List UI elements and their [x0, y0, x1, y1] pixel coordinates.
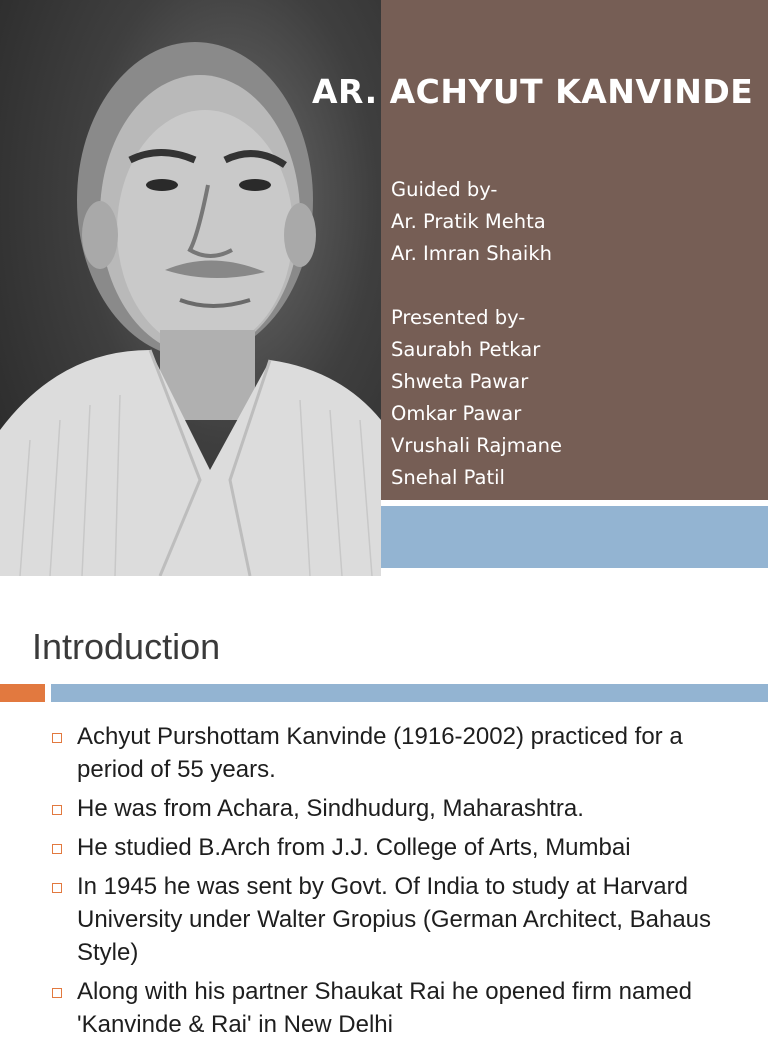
- list-item: In 1945 he was sent by Govt. Of India to study at Harvard University under Walter Gropius (German Architect, Bahaus Style): [52, 870, 752, 969]
- introduction-slide: [0, 576, 768, 1038]
- square-bullet-icon: [52, 733, 62, 743]
- guide-name: Ar. Imran Shaikh: [391, 242, 552, 265]
- accent-bar-blue: [51, 684, 768, 702]
- square-bullet-icon: [52, 805, 62, 815]
- presenter-name: Omkar Pawar: [391, 402, 522, 425]
- guide-name: Ar. Pratik Mehta: [391, 210, 546, 233]
- list-item: Achyut Purshottam Kanvinde (1916-2002) practiced for a period of 55 years.: [52, 720, 752, 786]
- square-bullet-icon: [52, 883, 62, 893]
- accent-bar-orange: [0, 684, 45, 702]
- presenter-name: Vrushali Rajmane: [391, 434, 563, 457]
- credits-block: [391, 174, 562, 494]
- presented-heading: Presented by-: [391, 306, 526, 329]
- accent-bar: [381, 506, 768, 568]
- guided-heading: Guided by-: [391, 178, 498, 201]
- bullet-list: [52, 720, 752, 1047]
- square-bullet-icon: [52, 988, 62, 998]
- presenter-name: Saurabh Petkar: [391, 338, 541, 361]
- list-item: Along with his partner Shaukat Rai he opened firm named 'Kanvinde & Rai' in New Delhi: [52, 975, 752, 1041]
- slide-title: Introduction: [32, 626, 221, 667]
- square-bullet-icon: [52, 844, 62, 854]
- list-item: He studied B.Arch from J.J. College of Arts, Mumbai: [52, 831, 752, 864]
- slide-title: AR. ACHYUT KANVINDE: [312, 72, 754, 111]
- presenter-name: Shweta Pawar: [391, 370, 529, 393]
- list-item: He was from Achara, Sindhudurg, Maharashtra.: [52, 792, 752, 825]
- presenter-name: Snehal Patil: [391, 466, 505, 489]
